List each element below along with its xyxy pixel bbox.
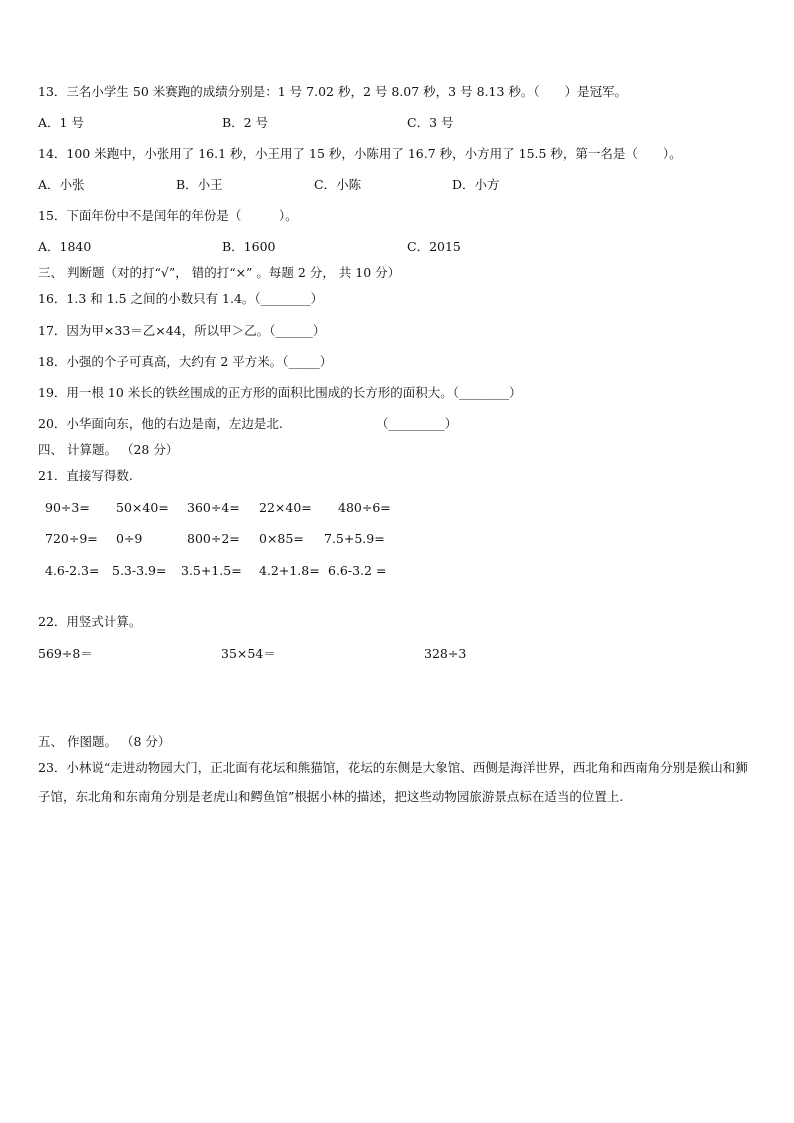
q15-option-b[interactable]: B．1600 [222, 239, 276, 254]
question-22-text: 22．用竖式计算。 [38, 614, 142, 629]
question-18-text: 18．小强的个子可真高，大约有 2 平方米。（_____） [38, 354, 333, 369]
calc-item: 22×40= [259, 500, 312, 515]
question-21-text: 21．直接写得数. [38, 468, 133, 483]
calc-item: 0×85= [259, 531, 304, 546]
calc-item: 720÷9= [45, 531, 98, 546]
calc-item: 4.6-2.3= [45, 563, 100, 578]
q15-option-c[interactable]: C．2015 [407, 239, 461, 254]
vertical-calc-item: 569÷8＝ [38, 646, 93, 661]
question-20-text: 20．小华面向东，他的右边是南，左边是北. [38, 416, 283, 431]
calc-item: 3.5+1.5= [181, 563, 242, 578]
question-19-text: 19．用一根 10 米长的铁丝围成的正方形的面积比围成的长方形的面积大。（________） [38, 385, 522, 400]
question-15-text: 15．下面年份中不是闰年的年份是（ ）。 [38, 208, 298, 223]
section-5-heading: 五、 作图题。 （8 分） [38, 734, 171, 749]
section-4-heading: 四、 计算题。 （28 分） [38, 442, 179, 457]
calc-item: 7.5+5.9= [324, 531, 385, 546]
calc-item: 800÷2= [187, 531, 240, 546]
question-23-text: 23．小林说“走进动物园大门，正北面有花坛和熊猫馆，花坛的东侧是大象馆、西侧是海洋世界，西北角和西南角分别是猴山和狮子馆，东北角和东南角分别是老虎山和鳄鱼馆”根据小林的描述，把这些动物园旅游景点标在适当的位置上. [38, 760, 748, 804]
q14-option-c[interactable]: C．小陈 [314, 177, 362, 192]
calc-item: 90÷3= [45, 500, 90, 515]
question-14-text: 14．100 米跑中，小张用了 16.1 秒，小王用了 15 秒，小陈用了 16.7 秒，小方用了 15.5 秒，第一名是（ ）。 [38, 146, 682, 161]
calc-item: 0÷9 [116, 531, 143, 546]
section-3-heading: 三、 判断题（对的打“√”， 错的打“×” 。每题 2 分， 共 10 分） [38, 265, 401, 280]
q14-option-b[interactable]: B．小王 [176, 177, 223, 192]
calc-item: 5.3-3.9= [112, 563, 167, 578]
q13-option-c[interactable]: C．3 号 [407, 115, 454, 130]
q15-option-a[interactable]: A．1840 [38, 239, 92, 254]
q13-option-b[interactable]: B．2 号 [222, 115, 269, 130]
question-17-text: 17．因为甲×33＝乙×44，所以甲＞乙。（______） [38, 323, 326, 338]
calc-item: 360÷4= [187, 500, 240, 515]
question-16-text: 16．1.3 和 1.5 之间的小数只有 1.4。（________） [38, 291, 324, 306]
calc-item: 50×40= [116, 500, 169, 515]
question-20-answer-blank[interactable]: （_________） [376, 416, 458, 431]
q14-option-d[interactable]: D．小方 [452, 177, 500, 192]
vertical-calc-item: 35×54＝ [221, 646, 276, 661]
question-13-text: 13．三名小学生 50 米赛跑的成绩分别是：1 号 7.02 秒，2 号 8.07 秒，3 号 8.13 秒。（ ）是冠军。 [38, 84, 628, 99]
calc-item: 480÷6= [338, 500, 391, 515]
q13-option-a[interactable]: A．1 号 [38, 115, 84, 130]
vertical-calc-item: 328÷3 [424, 646, 467, 661]
calc-item: 6.6-3.2 = [328, 563, 387, 578]
calc-item: 4.2+1.8= [259, 563, 320, 578]
q14-option-a[interactable]: A．小张 [38, 177, 85, 192]
